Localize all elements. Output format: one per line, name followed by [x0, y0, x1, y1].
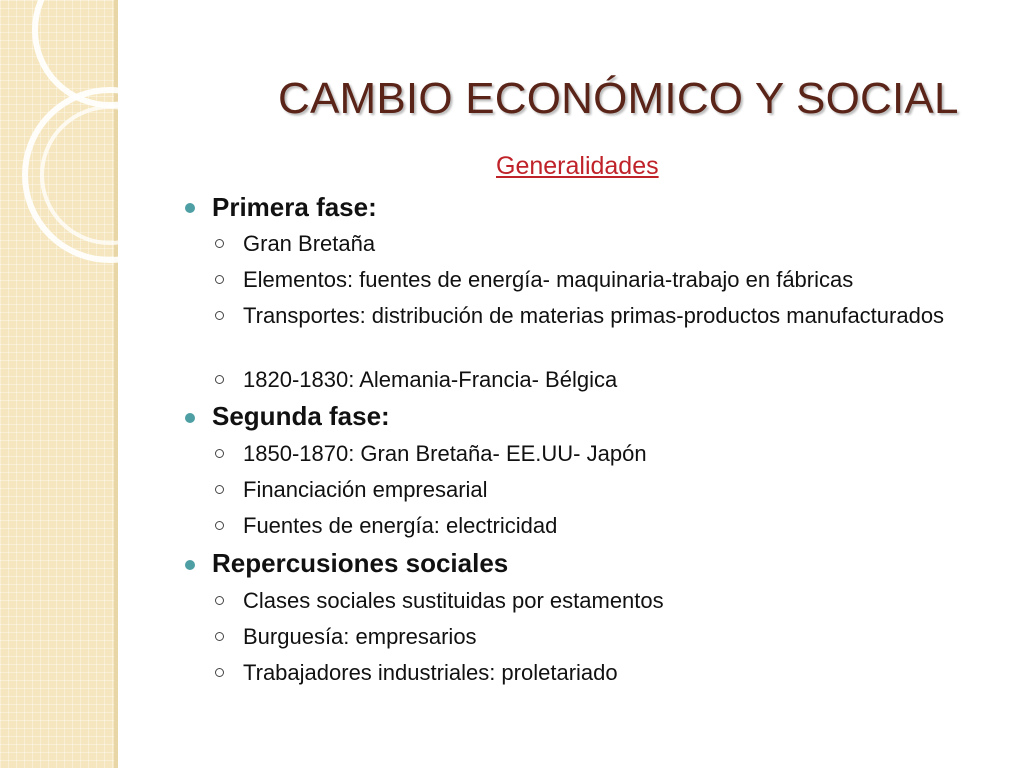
list-item: Financiación empresarial — [243, 477, 488, 502]
sub-bullet-icon — [215, 239, 224, 248]
list-item: Trabajadores industriales: proletariado — [243, 660, 618, 685]
list-item: Transportes: distribución de materias primas-productos manufacturados — [243, 303, 945, 328]
section-bullet-icon — [185, 560, 195, 570]
sub-bullet-icon — [215, 485, 224, 494]
list-item: Gran Bretaña — [243, 231, 376, 256]
sub-bullet-icon — [215, 521, 224, 530]
decorative-side-band — [0, 0, 114, 768]
side-band-edge — [114, 0, 118, 768]
sub-bullet-icon — [215, 275, 224, 284]
section-heading: Primera fase: — [212, 192, 377, 222]
section-bullet-icon — [185, 203, 195, 213]
sub-bullet-icon — [215, 632, 224, 641]
list-item: Clases sociales sustituidas por estamentos — [243, 588, 664, 613]
slide-subtitle: Generalidades — [496, 152, 659, 180]
list-item: Burguesía: empresarios — [243, 624, 477, 649]
sub-bullet-icon — [215, 668, 224, 677]
sub-bullet-icon — [215, 449, 224, 458]
section-heading: Repercusiones sociales — [212, 548, 509, 578]
sub-bullet-icon — [215, 311, 224, 320]
section-bullet-icon — [185, 413, 195, 423]
list-item: 1820-1830: Alemania-Francia- Bélgica — [243, 367, 618, 392]
list-item: Elementos: fuentes de energía- maquinaria-trabajo en fábricas — [243, 267, 854, 292]
sub-bullet-icon — [215, 375, 224, 384]
list-item: 1850-1870: Gran Bretaña- EE.UU- Japón — [243, 441, 647, 466]
slide-title: CAMBIO ECONÓMICO Y SOCIAL — [278, 74, 959, 123]
section-heading: Segunda fase: — [212, 401, 390, 431]
list-item: Fuentes de energía: electricidad — [243, 513, 558, 538]
sub-bullet-icon — [215, 596, 224, 605]
